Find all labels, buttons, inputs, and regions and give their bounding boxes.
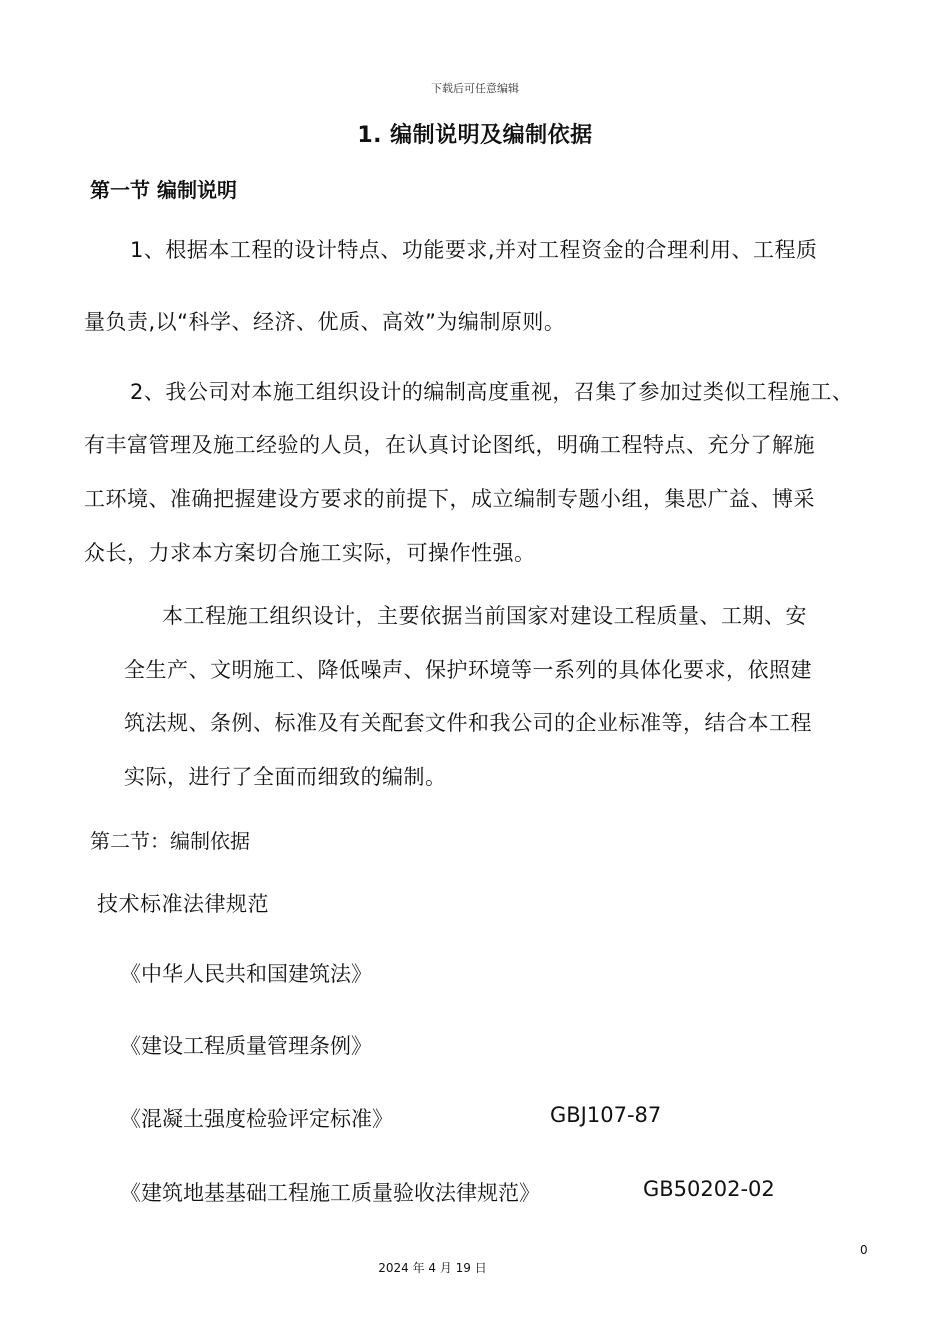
paragraph-line: 众长，力求本方案切合施工实际，可操作性强。 bbox=[84, 541, 536, 565]
standard-title: 《建筑地基基础工程施工质量验收法律规范》 bbox=[120, 1181, 540, 1205]
paragraph-line: 有丰富管理及施工经验的人员，在认真讨论图纸，明确工程特点、充分了解施 bbox=[84, 433, 815, 457]
standard-code: GBJ107-87 bbox=[550, 1103, 662, 1127]
header-note: 下载后可任意编辑 bbox=[431, 82, 519, 95]
paragraph-line: 筑法规、条例、标准及有关配套文件和我公司的企业标准等，结合本工程 bbox=[124, 711, 812, 735]
section1-heading: 第一节 编制说明 bbox=[90, 178, 237, 202]
standard-title: 《建设工程质量管理条例》 bbox=[120, 1034, 372, 1058]
page-number: 0 bbox=[860, 1243, 868, 1257]
document-title: 1. 编制说明及编制依据 bbox=[357, 123, 593, 148]
paragraph-line: 2、我公司对本施工组织设计的编制高度重视，召集了参加过类似工程施工、 bbox=[130, 380, 854, 404]
paragraph-line: 本工程施工组织设计，主要依据当前国家对建设工程质量、工期、安 bbox=[162, 604, 807, 628]
section2-subheading: 技术标准法律规范 bbox=[97, 892, 269, 916]
standard-code: GB50202-02 bbox=[643, 1177, 775, 1201]
standard-title: 《中华人民共和国建筑法》 bbox=[120, 962, 372, 986]
section2-heading: 第二节：编制依据 bbox=[90, 829, 250, 853]
standard-title: 《混凝土强度检验评定标准》 bbox=[120, 1107, 393, 1131]
paragraph-line: 全生产、文明施工、降低噪声、保护环境等一系列的具体化要求，依照建 bbox=[124, 658, 812, 682]
paragraph-line: 量负责,以“科学、经济、优质、高效”为编制原则。 bbox=[84, 310, 566, 334]
paragraph-line: 实际，进行了全面而细致的编制。 bbox=[124, 765, 447, 789]
footer-date: 2024 年 4 月 19 日 bbox=[378, 1261, 487, 1275]
paragraph-line: 1、根据本工程的设计特点、功能要求,并对工程资金的合理利用、工程质 bbox=[130, 238, 818, 262]
paragraph-line: 工环境、准确把握建设方要求的前提下，成立编制专题小组，集思广益、博采 bbox=[84, 487, 815, 511]
